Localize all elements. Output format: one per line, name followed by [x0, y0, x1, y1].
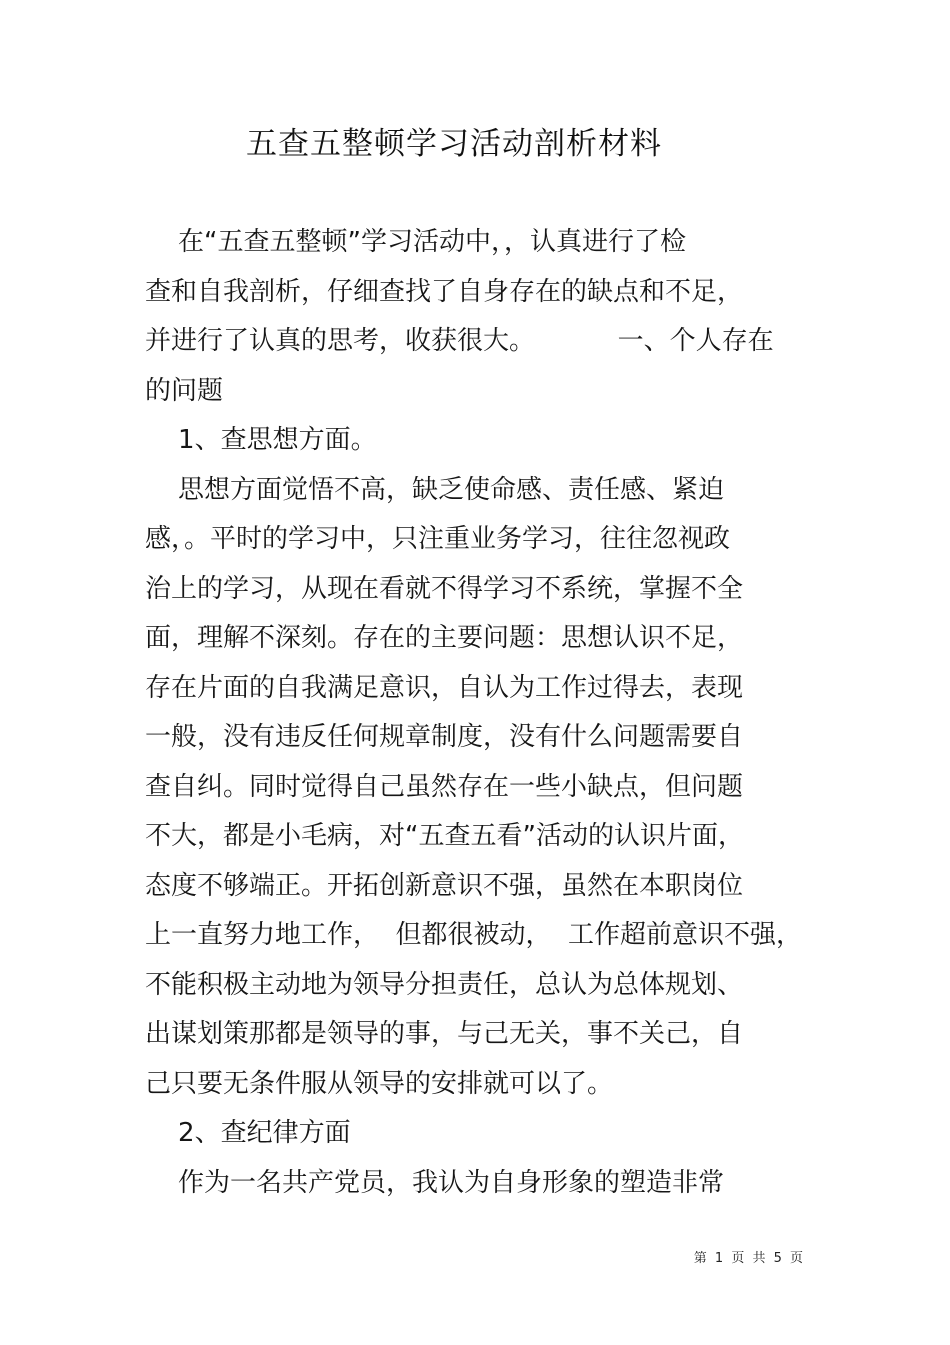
- body-line: 查自纠。同时觉得自己虽然存在一些小缺点，但问题: [145, 771, 744, 802]
- body-line: 1、查思想方面。: [145, 425, 377, 455]
- body-line: 存在片面的自我满足意识，自认为工作过得去，表现: [145, 672, 744, 703]
- document-body: [145, 218, 805, 1208]
- body-line: 并进行了认真的思考，收获很大。 一、个人存在: [145, 326, 774, 356]
- body-line: 出谋划策那都是领导的事，与己无关，事不关己，自: [145, 1019, 744, 1049]
- body-line: 不大，都是小毛病，对“五查五看”活动的认识片面，: [145, 821, 744, 851]
- body-line: 治上的学习，从现在看就不得学习不系统，掌握不全: [145, 573, 744, 604]
- body-line: 2、查纪律方面: [145, 1118, 351, 1148]
- body-line: 不能积极主动地为领导分担责任，总认为总体规划、: [145, 969, 744, 1000]
- body-line: 面，理解不深刻。存在的主要问题：思想认识不足，: [145, 623, 744, 653]
- body-line: 作为一名共产党员，我认为自身形象的塑造非常: [145, 1167, 725, 1198]
- body-line: 一般，没有违反任何规章制度，没有什么问题需要自: [145, 722, 744, 752]
- page-footer: 第 1 页 共 5 页: [693, 1251, 805, 1266]
- body-line: 己只要无条件服从领导的安排就可以了。: [145, 1068, 614, 1099]
- body-line: 查和自我剖析，仔细查找了自身存在的缺点和不足，: [145, 276, 744, 307]
- body-line: 在“五查五整顿”学习活动中，，认真进行了检: [145, 227, 686, 257]
- body-line: 思想方面觉悟不高，缺乏使命感、责任感、紧迫: [145, 474, 725, 505]
- body-line: 感，。平时的学习中，只注重业务学习，往往忽视政: [145, 524, 731, 554]
- document-title: 五查五整顿学习活动剖析材料: [246, 126, 662, 162]
- body-line: 态度不够端正。开拓创新意识不强，虽然在本职岗位: [145, 870, 744, 901]
- body-line: 上一直努力地工作， 但都很被动， 工作超前意识不强，: [145, 920, 803, 950]
- body-line: 的问题: [145, 375, 224, 406]
